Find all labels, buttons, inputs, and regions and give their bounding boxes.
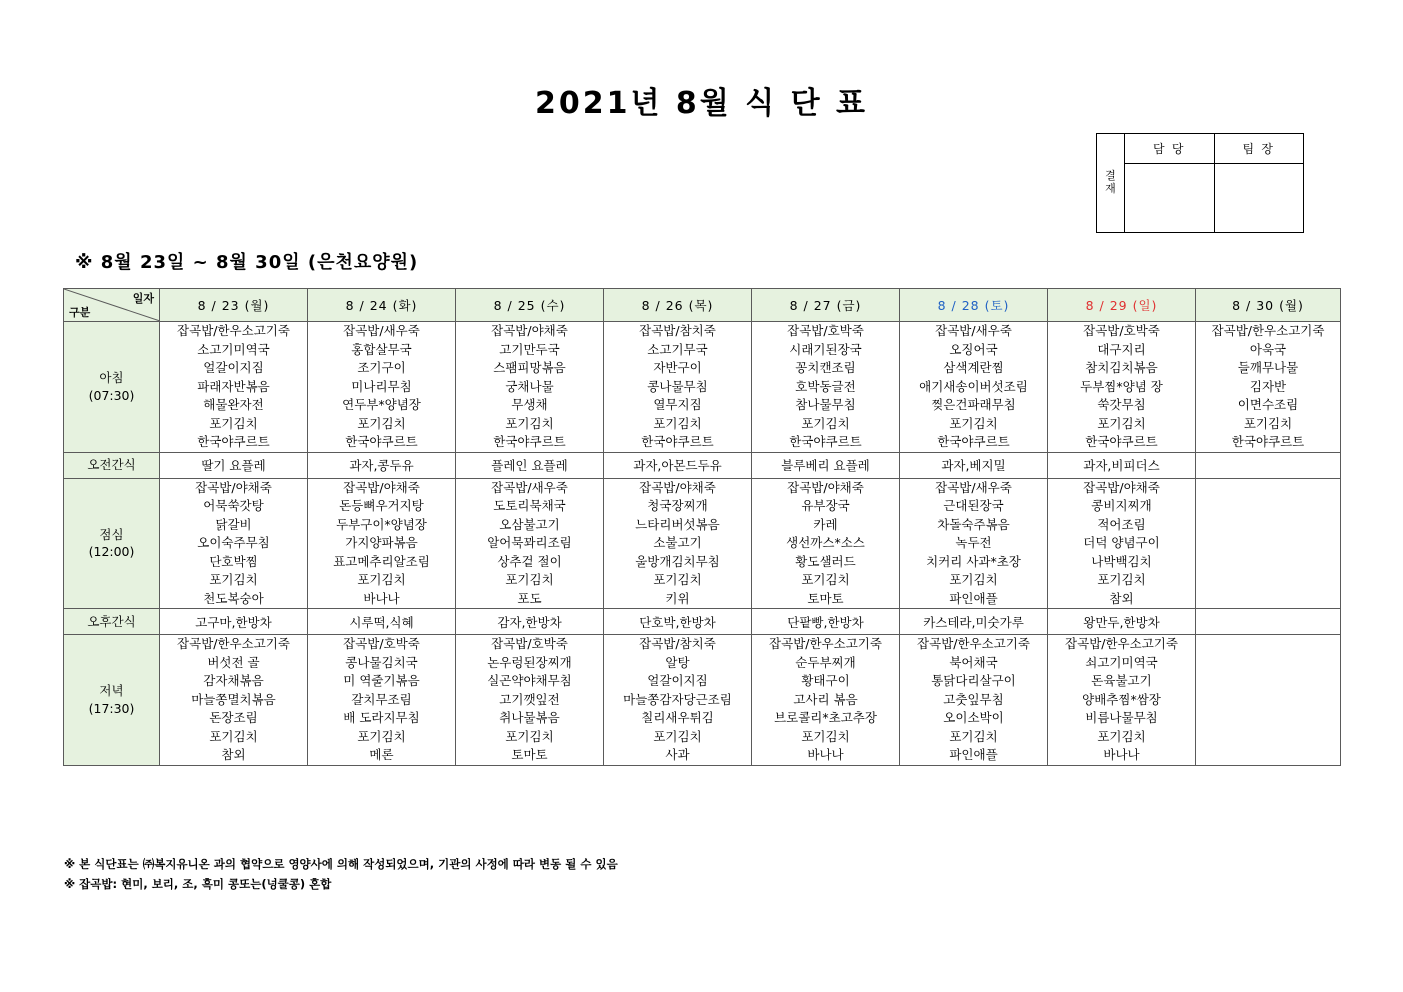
lunch-cell-3: 잡곡밥/야채죽 청국장찌개 느타리버섯볶음 소불고기 울방개김치무침 포기김치 키위 — [604, 478, 752, 609]
page-title: 2021년 8월 식 단 표 — [534, 86, 869, 121]
afternoon-snack-cell-7 — [1196, 609, 1341, 635]
corner-date-label: 일자 — [132, 292, 154, 305]
afternoon-snack-cell-0: 고구마,한방차 — [160, 609, 308, 635]
breakfast-cell-0: 잡곡밥/한우소고기죽 소고기미역국 얼갈이지짐 파래자반볶음 해물완자전 포기김치 한국야쿠르트 — [160, 322, 308, 453]
breakfast-cell-3: 잡곡밥/참치죽 소고기무국 자반구이 콩나물무침 열무지짐 포기김치 한국야쿠르트 — [604, 322, 752, 453]
morning-snack-cell-0: 딸기 요플레 — [160, 452, 308, 478]
approval-column-manager — [1125, 134, 1214, 232]
day-header-6: 8 / 29 (일) — [1048, 289, 1196, 322]
afternoon-snack-cell-6: 왕만두,한방차 — [1048, 609, 1196, 635]
lunch-row — [64, 478, 1341, 609]
morning-snack-cell-4: 블루베리 요플레 — [752, 452, 900, 478]
lunch-cell-2: 잡곡밥/새우죽 도토리묵채국 오삼불고기 알어묵꽈리조림 상추겉 절이 포기김치 포도 — [456, 478, 604, 609]
dinner-cell-0: 잡곡밥/한우소고기죽 버섯전 골 감자채볶음 마늘쫑멸치볶음 돈장조림 포기김치 참외 — [160, 635, 308, 766]
morning-snack-row — [64, 452, 1341, 478]
morning-snack-cell-3: 과자,아몬드두유 — [604, 452, 752, 478]
breakfast-cell-6: 잡곡밥/호박죽 대구지리 참치김치볶음 두부찜*양념 장 쑥갓무침 포기김치 한국야쿠르트 — [1048, 322, 1196, 453]
approval-head-teamlead: 팀 장 — [1215, 134, 1304, 164]
dinner-cell-4: 잡곡밥/한우소고기죽 순두부찌개 황태구이 고사리 볶음 브로콜리*초고추장 포기김치 바나나 — [752, 635, 900, 766]
corner-type-label: 구분 — [69, 306, 91, 319]
footnote-1: ※ 잡곡밥: 현미, 보리, 조, 흑미 콩또는(넝쿨콩) 혼합 — [64, 876, 332, 891]
row-label-afternoon-snack: 오후간식 — [64, 609, 160, 635]
row-label-morning-snack: 오전간식 — [64, 452, 160, 478]
dinner-row — [64, 635, 1341, 766]
dinner-cell-3: 잡곡밥/참치죽 알탕 얼갈이지짐 마늘쫑감자당근조림 칠리새우튀김 포기김치 사과 — [604, 635, 752, 766]
afternoon-snack-row — [64, 609, 1341, 635]
breakfast-cell-2: 잡곡밥/야채죽 고기만두국 스팸피망볶음 궁채나물 무생채 포기김치 한국야쿠르트 — [456, 322, 604, 453]
morning-snack-cell-2: 플레인 요플레 — [456, 452, 604, 478]
day-header-1: 8 / 24 (화) — [308, 289, 456, 322]
dinner-cell-6: 잡곡밥/한우소고기죽 쇠고기미역국 돈육불고기 양배추찜*쌈장 비름나물무침 포기김치 바나나 — [1048, 635, 1196, 766]
menu-table — [63, 288, 1341, 766]
afternoon-snack-cell-2: 감자,한방차 — [456, 609, 604, 635]
morning-snack-cell-7 — [1196, 452, 1341, 478]
approval-body-teamlead[interactable] — [1215, 164, 1304, 232]
approval-columns — [1125, 134, 1303, 232]
footnotes — [64, 855, 618, 894]
date-range-subtitle: ※ 8월 23일 ~ 8월 30일 (은천요양원) — [75, 252, 419, 273]
row-label-breakfast: 아침 (07:30) — [64, 322, 160, 453]
morning-snack-cell-5: 과자,베지밀 — [900, 452, 1048, 478]
approval-box — [1096, 133, 1304, 233]
morning-snack-cell-6: 과자,비피더스 — [1048, 452, 1196, 478]
dinner-cell-5: 잡곡밥/한우소고기죽 북어채국 통닭다리살구이 고춧잎무침 오이소박이 포기김치 파인애플 — [900, 635, 1048, 766]
row-label-dinner: 저녁 (17:30) — [64, 635, 160, 766]
day-header-5: 8 / 28 (토) — [900, 289, 1048, 322]
footnote-0: ※ 본 식단표는 ㈜복지유니온 과의 협약으로 영양사에 의해 작성되었으며, 기관의 사정에 따라 변동 될 수 있음 — [64, 857, 618, 871]
lunch-cell-6: 잡곡밥/야채죽 콩비지찌개 적어조림 더덕 양념구이 나박백김치 포기김치 참외 — [1048, 478, 1196, 609]
breakfast-row — [64, 322, 1341, 453]
lunch-cell-7 — [1196, 478, 1341, 609]
breakfast-cell-1: 잡곡밥/새우죽 홍합살무국 조기구이 미나리무침 연두부*양념장 포기김치 한국야쿠르트 — [308, 322, 456, 453]
approval-head-manager: 담 당 — [1125, 134, 1214, 164]
day-header-2: 8 / 25 (수) — [456, 289, 604, 322]
approval-column-teamlead — [1214, 134, 1304, 232]
table-corner-header — [64, 289, 160, 322]
day-header-0: 8 / 23 (월) — [160, 289, 308, 322]
afternoon-snack-cell-3: 단호박,한방차 — [604, 609, 752, 635]
lunch-cell-5: 잡곡밥/새우죽 근대된장국 차돌숙주볶음 녹두전 치커리 사과*초장 포기김치 파인애플 — [900, 478, 1048, 609]
dinner-cell-7 — [1196, 635, 1341, 766]
day-header-3: 8 / 26 (목) — [604, 289, 752, 322]
breakfast-cell-7: 잡곡밥/한우소고기죽 아욱국 들깨무나물 김자반 이면수조림 포기김치 한국야쿠르트 — [1196, 322, 1341, 453]
dinner-cell-2: 잡곡밥/호박죽 논우렁된장찌개 실곤약야채무침 고기깻잎전 취나물볶음 포기김치 토마토 — [456, 635, 604, 766]
afternoon-snack-cell-5: 카스테라,미숫가루 — [900, 609, 1048, 635]
afternoon-snack-cell-1: 시루떡,식혜 — [308, 609, 456, 635]
breakfast-cell-5: 잡곡밥/새우죽 오징어국 삼색계란찜 애기새송이버섯조림 찢은건파래무침 포기김치 한국야쿠르트 — [900, 322, 1048, 453]
approval-label — [1097, 134, 1125, 232]
dinner-cell-1: 잡곡밥/호박죽 콩나물김치국 미 역줄기볶음 갈치무조림 배 도라지무침 포기김치 메론 — [308, 635, 456, 766]
lunch-cell-0: 잡곡밥/야채죽 어묵쑥갓탕 닭갈비 오이숙주무침 단호박찜 포기김치 천도복숭아 — [160, 478, 308, 609]
approval-label-text: 결 재 — [1105, 170, 1116, 195]
morning-snack-cell-1: 과자,콩두유 — [308, 452, 456, 478]
table-header-row — [64, 289, 1341, 322]
day-header-7: 8 / 30 (월) — [1196, 289, 1341, 322]
row-label-lunch: 점심 (12:00) — [64, 478, 160, 609]
day-header-4: 8 / 27 (금) — [752, 289, 900, 322]
lunch-cell-1: 잡곡밥/야채죽 돈등뼈우거지탕 두부구이*양념장 가지양파볶음 표고메추리알조림 포기김치 바나나 — [308, 478, 456, 609]
afternoon-snack-cell-4: 단팥빵,한방차 — [752, 609, 900, 635]
breakfast-cell-4: 잡곡밥/호박죽 시래기된장국 꽁치캔조림 호박동글전 참나물무침 포기김치 한국야쿠르트 — [752, 322, 900, 453]
lunch-cell-4: 잡곡밥/야채죽 유부장국 카레 생선까스*소스 황도샐러드 포기김치 토마토 — [752, 478, 900, 609]
approval-body-manager[interactable] — [1125, 164, 1214, 232]
